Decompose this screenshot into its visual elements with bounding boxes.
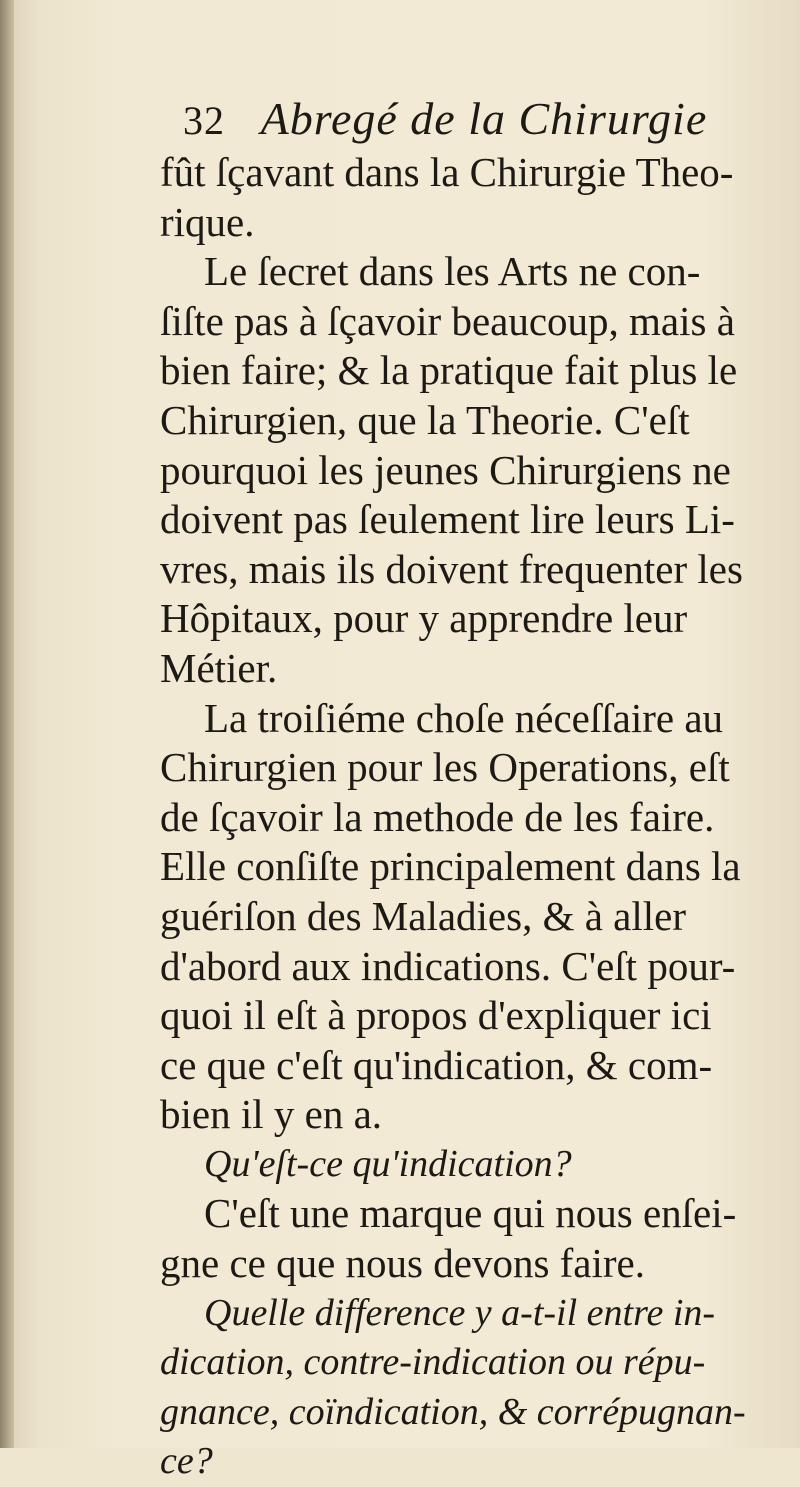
question-line: dication, contre-indication ou répu-	[160, 1341, 706, 1384]
text-line: quoi il eſt à propos d'expliquer ici	[160, 992, 712, 1039]
question-line: ce?	[160, 1440, 213, 1483]
text-line: ce que c'eſt qu'indication, & com-	[160, 1041, 713, 1088]
question-line: gnance, coïndication, & corrépugnan-	[160, 1390, 746, 1433]
text-line: Métier.	[160, 644, 278, 691]
text-line: Chirurgien pour les Operations, eſt	[160, 744, 730, 791]
body-text	[160, 148, 770, 1487]
text-line: ſiſte pas à ſçavoir beaucoup, mais à	[160, 297, 735, 344]
paragraph-start: Le ſecret dans les Arts ne con-	[204, 248, 701, 295]
question-heading: Quelle difference y a-t-il entre in-	[204, 1291, 716, 1334]
running-header	[183, 92, 743, 152]
text-line: bien il y en a.	[160, 1091, 383, 1138]
text-line: Hôpitaux, pour y apprendre leur	[160, 595, 688, 642]
text-line: rique.	[160, 198, 255, 245]
text-line: bien faire; & la pratique fait plus le	[160, 347, 738, 394]
question-heading: Qu'eſt-ce qu'indication?	[204, 1142, 572, 1185]
page-number: 32	[183, 98, 225, 143]
text-line: gne ce que nous devons faire.	[160, 1240, 645, 1287]
page-gutter	[0, 0, 14, 1448]
text-line: pourquoi les jeunes Chirurgiens ne	[160, 446, 731, 493]
running-title: Abregé de la Chirurgie	[260, 93, 708, 144]
answer-start: C'eſt une marque qui nous enſei-	[204, 1190, 737, 1237]
text-line: Chirurgien, que la Theorie. C'eſt	[160, 396, 690, 443]
text-line: vres, mais ils doivent frequenter les	[160, 545, 743, 592]
text-line: Elle conſiſte principalement dans la	[160, 843, 741, 890]
text-line: de ſçavoir la methode de les faire.	[160, 793, 715, 840]
text-line: doivent pas ſeulement lire leurs Li-	[160, 496, 735, 543]
paragraph-start: La troiſiéme choſe néceſſaire au	[204, 694, 724, 741]
text-line: fût ſçavant dans la Chirurgie Theo-	[160, 149, 734, 195]
text-line: guériſon des Maladies, & à aller	[160, 892, 686, 939]
text-line: d'abord aux indications. C'eſt pour-	[160, 942, 736, 989]
